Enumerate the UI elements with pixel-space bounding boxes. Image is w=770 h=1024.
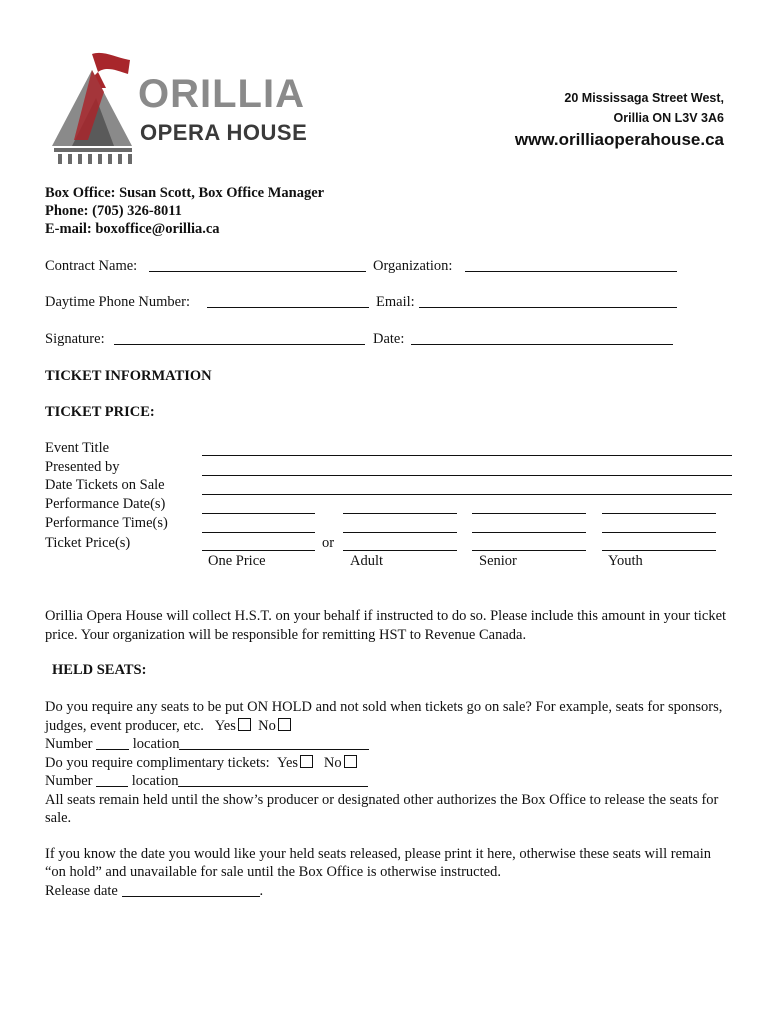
held-number-field[interactable] [96,737,129,750]
held-no-label: No [258,717,276,734]
logo-text-orillia: ORILLIA [138,72,305,116]
adult-price-field[interactable] [343,550,457,551]
event-title-field[interactable] [202,455,732,456]
ticket-prices-label: Ticket Price(s) [45,535,131,551]
comp-no-label: No [323,754,342,771]
hst-note-text: Orillia Opera House will collect H.S.T. on your behalf if instructed to do so. Please include this amount in your ticket price. Your organization will be responsible for remitting HST to Revenue Canada. [45,608,727,643]
release-date-field[interactable] [122,884,260,897]
comp-number-field[interactable] [96,774,128,787]
date-on-sale-field[interactable] [202,494,732,495]
email-field[interactable] [419,307,677,308]
signature-field[interactable] [114,344,365,345]
performance-time-field-4[interactable] [602,532,716,533]
held-remain-note: All seats remain held until the show’s producer or designated other authorizes the Box Office to release the seats for sale. [45,791,719,826]
organization-field[interactable] [465,271,677,272]
performance-time-field-2[interactable] [343,532,457,533]
release-date-period: . [259,882,264,899]
date-field[interactable] [411,344,673,345]
event-title-label: Event Title [45,440,110,456]
address-line-1: 20 Mississaga Street West, [564,91,724,105]
opera-house-logo-icon [44,48,139,166]
performance-time-field-1[interactable] [202,532,315,533]
comp-question-text: Do you require complimentary tickets: [45,754,270,771]
performance-date-field-3[interactable] [472,513,586,514]
held-yes-checkbox[interactable] [238,718,251,731]
performance-dates-label: Performance Date(s) [45,496,166,512]
comp-yes-label: Yes [276,754,299,771]
date-on-sale-label: Date Tickets on Sale [45,477,165,493]
comp-yes-checkbox[interactable] [300,755,313,768]
address-line-2: Orillia ON L3V 3A6 [613,111,724,125]
box-office-phone: Phone: (705) 326-8011 [45,203,182,219]
held-number-label: Number [45,736,93,752]
box-office-email[interactable]: E-mail: boxoffice@orillia.ca [45,221,220,237]
release-date-label: Release date [45,882,118,899]
hst-note [45,607,735,644]
comp-number-label: Number [45,773,93,789]
performance-time-field-3[interactable] [472,532,586,533]
held-seats-heading: HELD SEATS: [52,662,147,678]
box-office-contact: Box Office: Susan Scott, Box Office Manager [45,185,325,201]
held-location-label: location [132,736,180,752]
held-location-field[interactable] [179,737,369,750]
column-label-senior: Senior [479,553,517,569]
performance-times-label: Performance Time(s) [45,515,168,531]
held-seats-question [45,698,735,735]
daytime-phone-label: Daytime Phone Number: [45,294,190,310]
held-number-row [45,735,735,754]
held-release-note: If you know the date you would like your held seats released, please print it here, otherwise these seats will remain “on hold” and unavailable for sale until the Box Office is otherwise instructed. [45,845,711,880]
column-label-youth: Youth [608,553,643,569]
comp-location-field[interactable] [178,774,368,787]
held-yes-label: Yes [214,717,236,734]
logo-text-opera-house: OPERA HOUSE [140,120,308,145]
comp-tickets-row [45,754,735,773]
signature-label: Signature: [45,331,105,347]
contract-name-field[interactable] [149,271,366,272]
logo [44,48,334,166]
youth-price-field[interactable] [602,550,716,551]
or-label: or [322,535,335,551]
held-seats-question-text: Do you require any seats to be put ON HOLD and not sold when tickets go on sale? For example, seats for sponsors, judges, event producer, etc. [45,699,723,734]
column-label-one-price: One Price [208,553,266,569]
presented-by-field[interactable] [202,475,732,476]
contract-name-label: Contract Name: [45,258,138,274]
performance-date-field-1[interactable] [202,513,315,514]
email-label: Email: [376,294,415,310]
performance-date-field-2[interactable] [343,513,457,514]
release-date-row [45,882,735,901]
ticket-price-heading: TICKET PRICE: [45,404,155,420]
senior-price-field[interactable] [472,550,586,551]
column-label-adult: Adult [350,553,384,569]
held-no-checkbox[interactable] [278,718,291,731]
one-price-field[interactable] [202,550,315,551]
comp-number-row [45,772,735,791]
daytime-phone-field[interactable] [207,307,369,308]
performance-date-field-4[interactable] [602,513,716,514]
presented-by-label: Presented by [45,459,120,475]
held-seats-block [45,698,735,900]
comp-location-label: location [131,773,179,789]
comp-no-checkbox[interactable] [344,755,357,768]
website-link[interactable]: www.orilliaoperahouse.ca [514,130,724,149]
organization-label: Organization: [373,258,453,274]
date-label: Date: [373,331,405,347]
ticket-information-heading: TICKET INFORMATION [45,368,212,384]
